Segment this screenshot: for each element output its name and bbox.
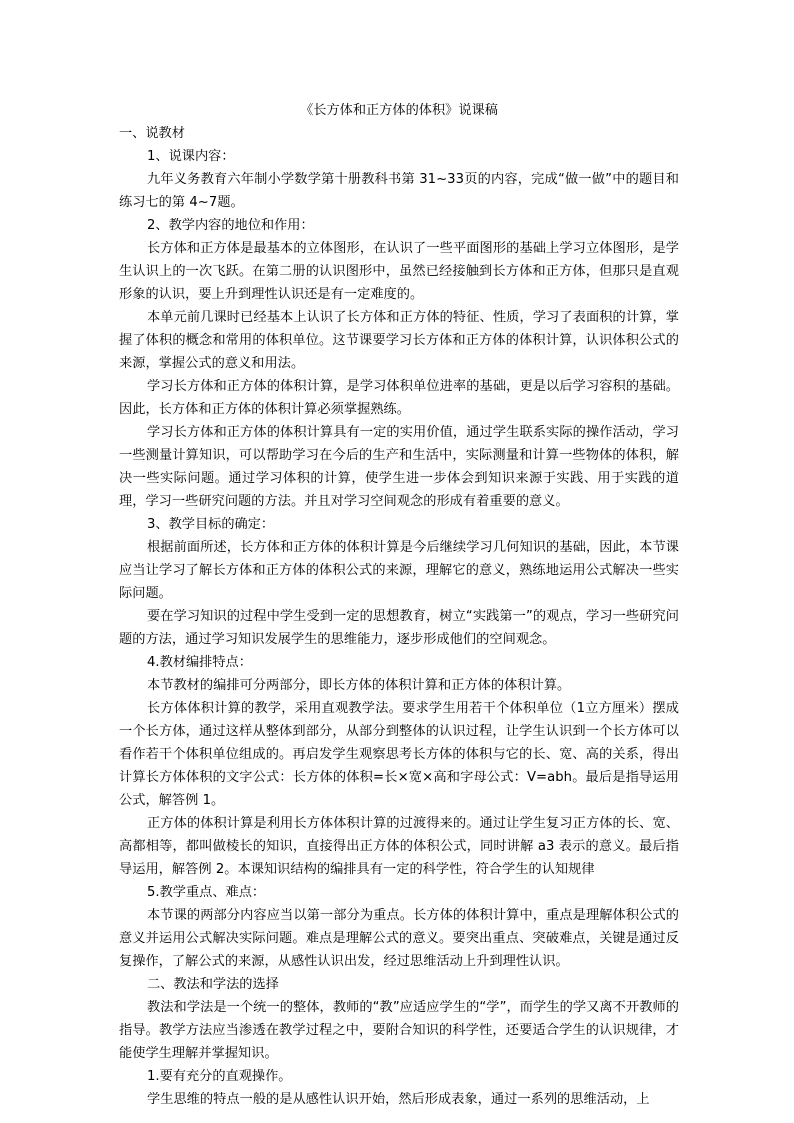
subsection-heading: 5.教学重点、难点： <box>147 885 266 900</box>
paragraph: 教法和学法是一个统一的整体，教师的“教”应适应学生的“学”，而学生的学又离不开教师的指导。教学方法应当渗透在教学过程之中，要附合知识的科学性，还要适合学生的认识规律，才能使学生理解并掌握知识。 <box>119 1000 679 1061</box>
paragraph: 长方体体积计算的教学，采用直观教学法。要求学生用若干个体积单位（1立方厘米）摆成一个长方体，通过这样从整体到部分，从部分到整体的认识过程，让学生认识到一个长方体可以看作若干个体积单位组成的。再启发学生观察思考长方体的体积与它的长、宽、高的关系，得出计算长方体体积的文字公式：长方体的体积=长×宽×高和字母公式：V=abh。最后是指导运用公式，解答例 1。 <box>119 701 679 808</box>
section-heading: 二、教法和学法的选择 <box>147 977 279 992</box>
paragraph: 本单元前几课时已经基本上认识了长方体和正方体的特征、性质，学习了表面积的计算，掌握了体积的概念和常用的体积单位。这节课要学习长方体和正方体的体积计算，认识体积公式的来源，掌握公式的意义和用法。 <box>119 310 679 371</box>
paragraph: 长方体和正方体是最基本的立体图形，在认识了一些平面图形的基础上学习立体图形，是学生认识上的一次飞跃。在第二册的认识图形中，虽然已经接触到长方体和正方体，但那只是直观形象的认识，要上升到理性认识还是有一定难度的。 <box>119 241 679 302</box>
paragraph: 正方体的体积计算是利用长方体体积计算的过渡得来的。通过让学生复习正方体的长、宽、高都相等，都叫做棱长的知识，直接得出正方体的体积公式，同时讲解 a3 表示的意义。最后指导运用，解答例 2。本课知识结构的编排具有一定的科学性，符合学生的认知规律 <box>119 816 679 877</box>
subsection-heading: 2、教学内容的地位和作用： <box>147 218 314 233</box>
paragraph: 本节课的两部分内容应当以第一部分为重点。长方体的体积计算中，重点是理解体积公式的意义并运用公式解决实际问题。难点是理解公式的意义。要突出重点、突破难点，关键是通过反复操作，了解公式的来源，从感性认识出发，经过思维活动上升到理性认识。 <box>119 908 679 969</box>
paragraph: 根据前面所述，长方体和正方体的体积计算是今后继续学习几何知识的基础，因此，本节课应当让学习了解长方体和正方体的体积公式的来源，理解它的意义，熟练地运用公式解决一些实际问题。 <box>119 540 679 601</box>
document-title: 《长方体和正方体的体积》说课稿 <box>300 103 498 118</box>
paragraph: 九年义务教育六年制小学数学第十册教科书第 31~33页的内容，完成“做一做”中的题目和练习七的第 4~7题。 <box>119 172 679 210</box>
paragraph: 学习长方体和正方体的体积计算具有一定的实用价值，通过学生联系实际的操作活动，学习一些测量计算知识，可以帮助学习在今后的生产和生活中，实际测量和计算一些物体的体积，解决一些实际问题。通过学习体积的计算，使学生进一步体会到知识来源于实践、用于实践的道理，学习一些研究问题的方法。并且对学习空间观念的形成有着重要的意义。 <box>119 425 679 509</box>
paragraph: 学生思维的特点一般的是从感性认识开始，然后形成表象，通过一系列的思维活动，上 <box>147 1092 650 1107</box>
paragraph: 学习长方体和正方体的体积计算，是学习体积单位进率的基础，更是以后学习容积的基础。因此，长方体和正方体的体积计算必须掌握熟练。 <box>119 379 679 417</box>
document-page <box>119 99 679 1111</box>
subsection-heading: 4.教材编排特点： <box>147 655 252 670</box>
subsection-heading: 1.要有充分的直观操作。 <box>147 1069 292 1084</box>
paragraph: 本节教材的编排可分两部分，即长方体的体积计算和正方体的体积计算。 <box>147 678 571 693</box>
section-heading: 一、说教材 <box>119 126 185 141</box>
subsection-heading: 1、说课内容： <box>147 149 235 164</box>
subsection-heading: 3、教学目标的确定： <box>147 517 275 532</box>
paragraph: 要在学习知识的过程中学生受到一定的思想教育，树立“实践第一”的观点，学习一些研究问题的方法，通过学习知识发展学生的思维能力，逐步形成他们的空间观念。 <box>119 609 679 647</box>
